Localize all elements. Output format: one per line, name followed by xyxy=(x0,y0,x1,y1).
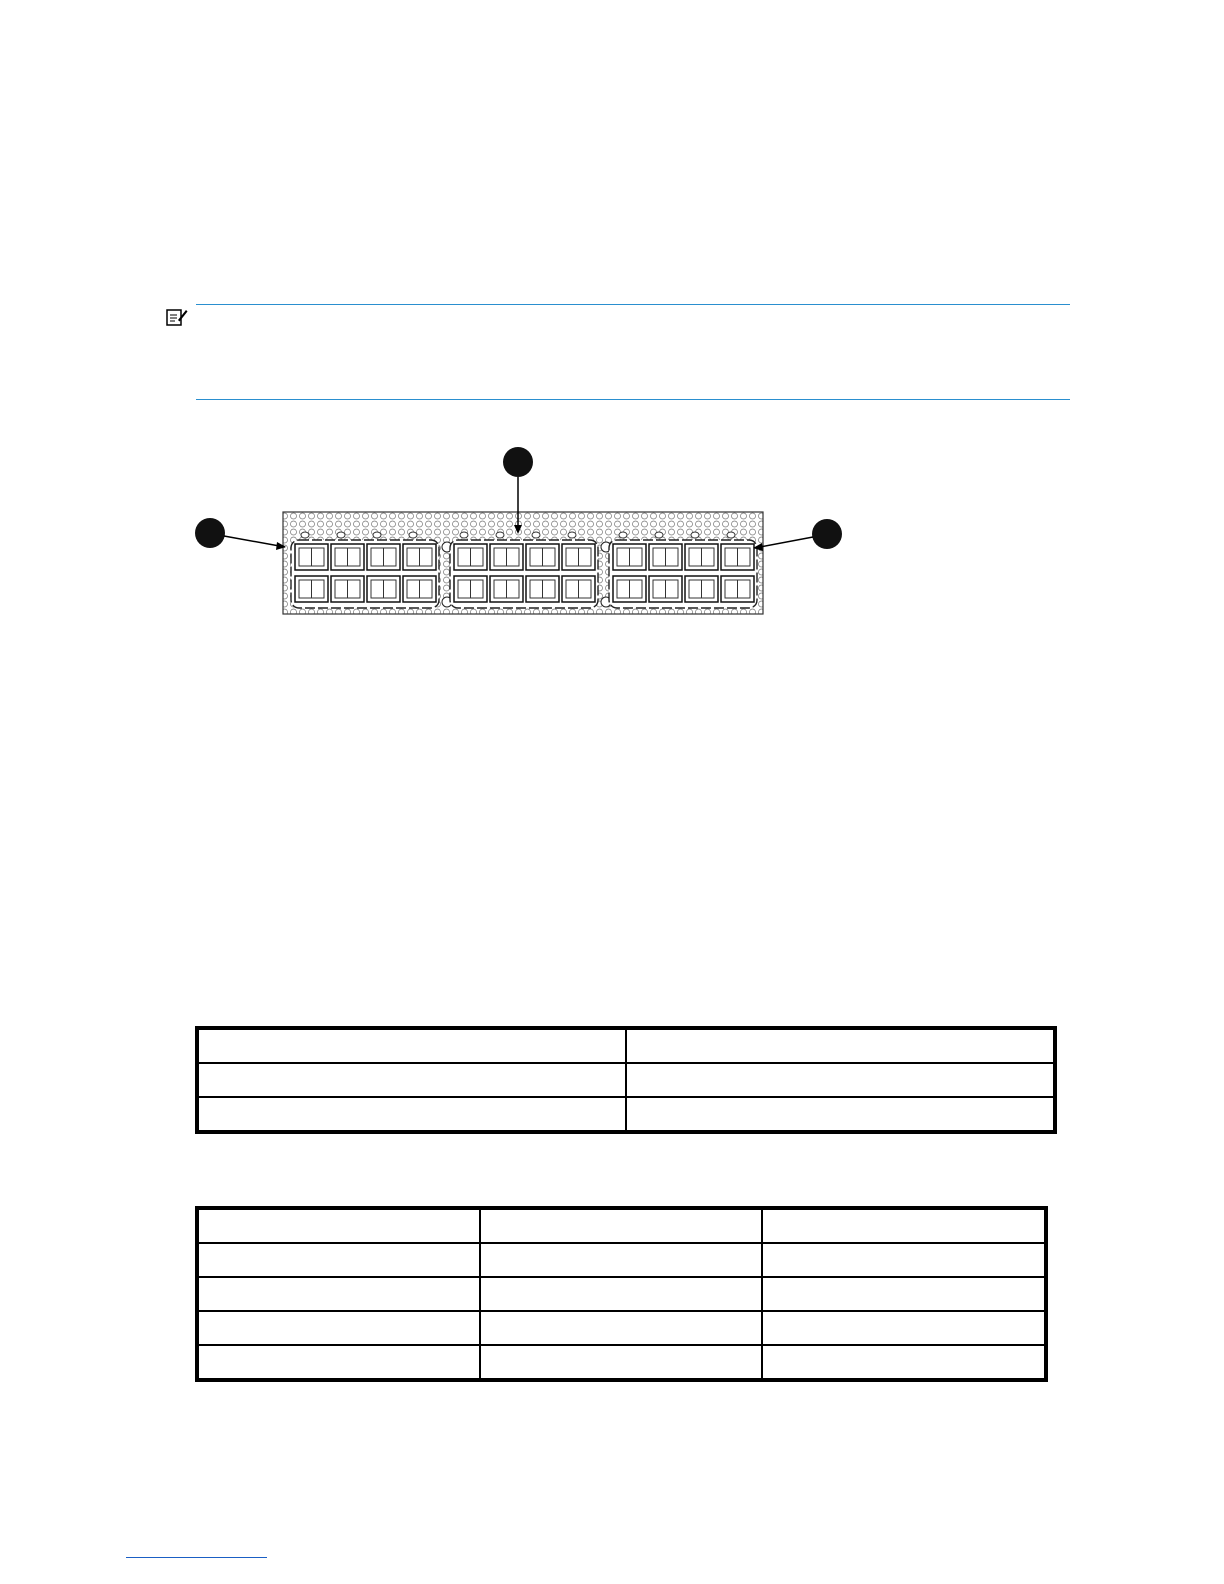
table-row xyxy=(197,1028,1055,1063)
table-cell xyxy=(762,1311,1046,1345)
table-cell xyxy=(197,1208,480,1243)
sfp-port xyxy=(649,544,682,570)
table-cell xyxy=(626,1028,1055,1063)
table-cell xyxy=(480,1243,763,1277)
table-cell xyxy=(197,1311,480,1345)
sfp-port xyxy=(526,576,559,602)
sfp-port xyxy=(403,544,436,570)
switch-faceplate-figure xyxy=(190,440,850,630)
table-cell xyxy=(762,1243,1046,1277)
table-row xyxy=(197,1243,1046,1277)
table-row xyxy=(197,1097,1055,1132)
sfp-port xyxy=(295,576,328,602)
sfp-port xyxy=(562,544,595,570)
table-cell xyxy=(762,1345,1046,1380)
table-cell xyxy=(480,1277,763,1311)
port-led xyxy=(460,532,468,538)
table-cell xyxy=(762,1208,1046,1243)
sfp-port xyxy=(721,576,754,602)
sfp-port xyxy=(403,576,436,602)
port-led xyxy=(619,532,627,538)
table-row xyxy=(197,1311,1046,1345)
table-row xyxy=(197,1277,1046,1311)
sfp-port xyxy=(526,544,559,570)
port-led xyxy=(727,532,735,538)
sfp-port xyxy=(490,576,523,602)
note-top-rule xyxy=(196,304,1070,305)
sfp-port xyxy=(367,544,400,570)
note-bottom-rule xyxy=(196,399,1070,400)
table-cell xyxy=(762,1277,1046,1311)
callout-left xyxy=(195,518,286,550)
port-led xyxy=(532,532,540,538)
table-cell xyxy=(480,1345,763,1380)
sfp-port xyxy=(685,576,718,602)
table-row xyxy=(197,1345,1046,1380)
table-cell xyxy=(197,1243,480,1277)
table-cell xyxy=(197,1277,480,1311)
sfp-port xyxy=(454,544,487,570)
footer-link[interactable] xyxy=(126,1557,267,1558)
table-2 xyxy=(195,1206,1048,1382)
port-led xyxy=(496,532,504,538)
sfp-port xyxy=(331,544,364,570)
sfp-port xyxy=(649,576,682,602)
port-led xyxy=(568,532,576,538)
table-cell xyxy=(480,1208,763,1243)
sfp-port xyxy=(331,576,364,602)
table-cell xyxy=(480,1311,763,1345)
table-cell xyxy=(197,1345,480,1380)
sfp-port xyxy=(295,544,328,570)
sfp-port xyxy=(613,576,646,602)
sfp-port xyxy=(685,544,718,570)
table-cell xyxy=(197,1028,626,1063)
table-row xyxy=(197,1208,1046,1243)
table-cell xyxy=(626,1063,1055,1097)
sfp-port xyxy=(454,576,487,602)
sfp-port xyxy=(490,544,523,570)
sfp-port xyxy=(562,576,595,602)
table-cell xyxy=(197,1097,626,1132)
table-1 xyxy=(195,1026,1057,1134)
port-led xyxy=(691,532,699,538)
callout-right xyxy=(753,519,842,551)
port-led xyxy=(409,532,417,538)
note-pencil-icon xyxy=(166,307,188,327)
port-led xyxy=(655,532,663,538)
port-area xyxy=(291,532,757,608)
table-cell xyxy=(626,1097,1055,1132)
port-led xyxy=(373,532,381,538)
port-led xyxy=(337,532,345,538)
port-led xyxy=(301,532,309,538)
table-cell xyxy=(197,1063,626,1097)
sfp-port xyxy=(367,576,400,602)
sfp-port xyxy=(721,544,754,570)
table-row xyxy=(197,1063,1055,1097)
sfp-port xyxy=(613,544,646,570)
